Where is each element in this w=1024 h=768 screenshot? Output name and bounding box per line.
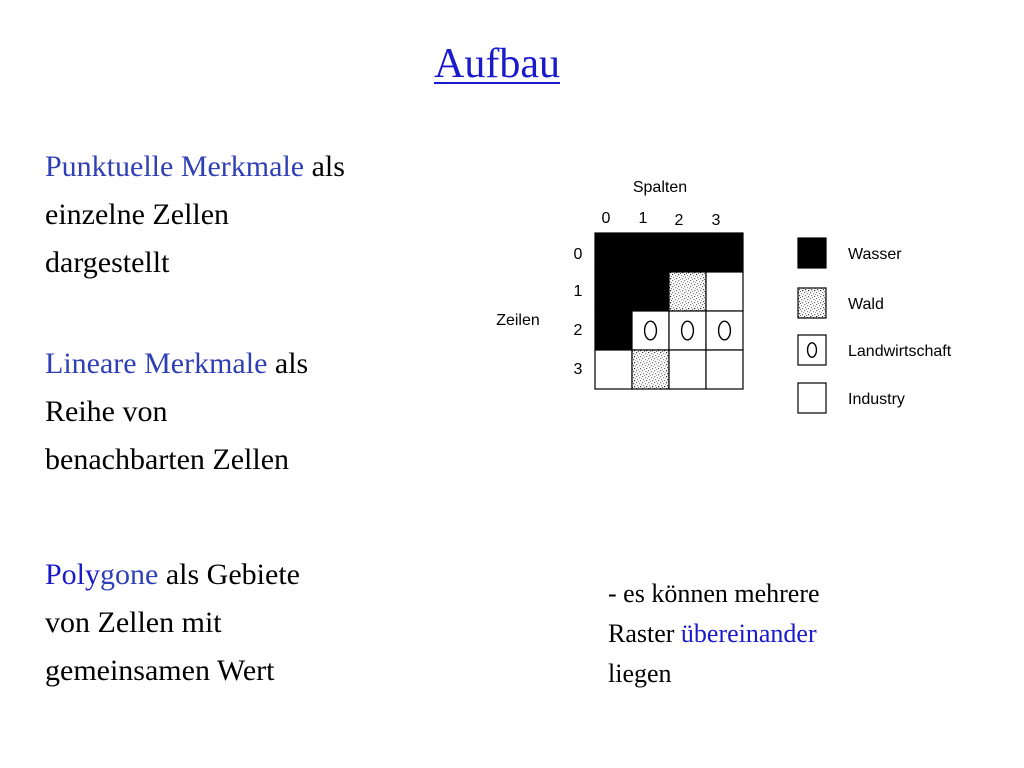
linear-features-rest: als bbox=[267, 347, 309, 380]
column-index-1: 1 bbox=[638, 210, 648, 227]
legend-label-wald: Wald bbox=[848, 296, 884, 313]
point-features-line-2: einzelne Zellen bbox=[45, 198, 230, 231]
polygons-highlight-a: Poly bbox=[45, 558, 101, 591]
raster-cell-r2-c0 bbox=[595, 311, 632, 350]
raster-cell-r1-c0 bbox=[595, 272, 632, 311]
raster-cell-r2-c3 bbox=[706, 311, 743, 350]
raster-diagram bbox=[480, 160, 980, 430]
column-index-labels bbox=[602, 210, 721, 229]
paragraph-linear-features bbox=[45, 340, 445, 484]
raster-cell-r0-c3 bbox=[706, 233, 743, 272]
polygons-line-2: von Zellen mit bbox=[45, 606, 222, 639]
paragraph-polygons bbox=[45, 551, 445, 695]
legend-swatch-wald-speckle-edge bbox=[801, 291, 823, 315]
point-features-line-3: dargestellt bbox=[45, 246, 170, 279]
raster-cell-r0-c2 bbox=[669, 233, 706, 272]
polygons-highlight-b: gone bbox=[100, 558, 159, 591]
raster-cell-r3-c1-speckle-edge bbox=[635, 353, 666, 386]
polygons-rest: als Gebiete bbox=[158, 558, 300, 591]
raster-cell-r1-c3 bbox=[706, 272, 743, 311]
columns-label: Spalten bbox=[632, 179, 688, 196]
raster-cell-r3-c0 bbox=[595, 350, 632, 389]
linear-features-line-2: Reihe von bbox=[45, 395, 168, 428]
legend-swatch-wasser bbox=[798, 238, 826, 268]
raster-cell-r1-c1 bbox=[632, 272, 669, 311]
slide-title: Aufbau bbox=[434, 41, 560, 87]
row-index-3: 3 bbox=[573, 361, 583, 378]
row-index-0: 0 bbox=[573, 246, 583, 263]
linear-features-line-3: benachbarten Zellen bbox=[45, 443, 290, 476]
raster-grid bbox=[595, 233, 743, 389]
raster-cell-r3-c2 bbox=[669, 350, 706, 389]
raster-legend bbox=[798, 238, 952, 413]
raster-cell-r2-c2 bbox=[669, 311, 706, 350]
column-index-3: 3 bbox=[711, 212, 721, 229]
raster-cell-r0-c0 bbox=[595, 233, 632, 272]
note-line-2-highlight: übereinander bbox=[680, 619, 817, 648]
note-line-1: - es können mehrere bbox=[608, 579, 820, 608]
legend-label-wasser: Wasser bbox=[848, 246, 902, 263]
legend-swatch-landwirtschaft bbox=[798, 335, 826, 365]
polygons-line-3: gemeinsamen Wert bbox=[45, 654, 275, 687]
raster-cell-r2-c1 bbox=[632, 311, 669, 350]
column-index-2: 2 bbox=[674, 212, 684, 229]
linear-features-highlight: Lineare Merkmale bbox=[45, 347, 268, 380]
raster-cell-r3-c3 bbox=[706, 350, 743, 389]
note-multiple-rasters bbox=[608, 574, 968, 694]
note-line-2-plain: Raster bbox=[608, 619, 681, 648]
column-index-0: 0 bbox=[601, 210, 611, 227]
legend-label-industry: Industry bbox=[848, 391, 905, 408]
raster-cell-r1-c2-speckle-edge bbox=[672, 275, 703, 308]
legend-swatch-industry bbox=[798, 383, 826, 413]
legend-label-landwirtschaft: Landwirtschaft bbox=[848, 343, 952, 360]
rows-label: Zeilen bbox=[496, 312, 540, 329]
row-index-1: 1 bbox=[573, 283, 583, 300]
slide-title-wrap bbox=[0, 38, 994, 90]
row-index-labels bbox=[574, 246, 583, 378]
raster-cell-r0-c1 bbox=[632, 233, 669, 272]
point-features-rest: als bbox=[304, 150, 345, 183]
paragraph-point-features bbox=[45, 143, 475, 287]
point-features-highlight: Punktuelle Merkmale bbox=[45, 150, 305, 183]
row-index-2: 2 bbox=[573, 322, 583, 339]
note-line-3: liegen bbox=[608, 659, 672, 688]
